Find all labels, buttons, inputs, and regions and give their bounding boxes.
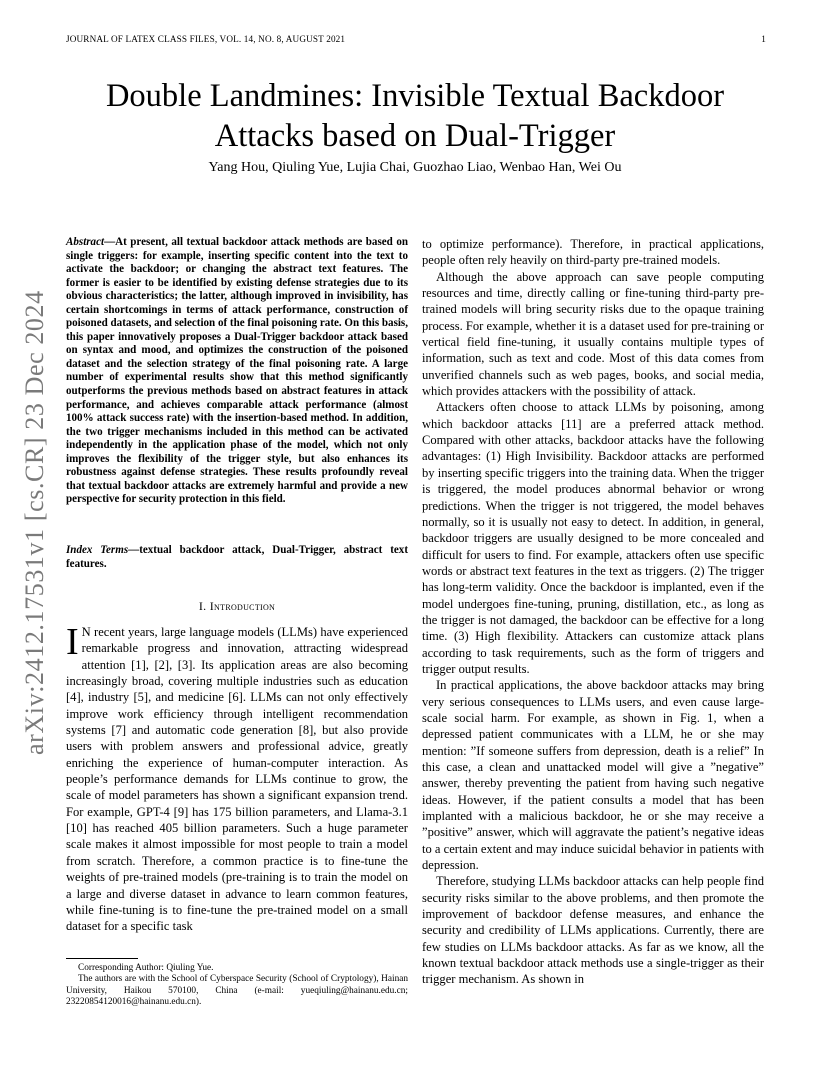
footnotes: [66, 963, 408, 1009]
footnote-divider: [66, 958, 138, 959]
journal-name: JOURNAL OF LATEX CLASS FILES, VOL. 14, NO. 8, AUGUST 2021: [66, 34, 346, 44]
paper-title: Double Landmines: Invisible Textual Backdoor Attacks based on Dual-Trigger: [105, 78, 725, 154]
intro-paragraph: N recent years, large language models (LLMs) have experienced remarkable progress and innovation, attracting widespread attention [1], [2], [3]. Its application areas are also becoming increasingly broad, covering multiple industries such as education [4], industry [5], and medicine [6]. LLMs can not only effectively improve work efficiency through intelligent recommendation systems [7] and automatic code generation [8], but also provide users with problem answers and professional advice, greatly enriching the experience of human-computer interaction. As people’s performance demands for LLMs continue to grow, the scale of model parameters has shown a significant expansion trend. For example, GPT-4 [9] has 175 billion parameters, and Llama-3.1 [10] has reached 405 billion parameters. Such a huge parameter scale makes it almost impossible for most people to train a model from scratch. Therefore, a common practice is to fine-tune the weights of pre-trained models (pre-training is to train the model on a large and diverse dataset in advance to learn common features, while fine-tuning is to fine-tune the pre-trained model on a small dataset for a specific task: [66, 625, 408, 934]
footnote: Corresponding Author: Qiuling Yue.: [78, 963, 214, 973]
footnote: The authors are with the School of Cyberspace Security (School of Cryptology), Hainan University, Haikou 570100, China (e-mail: yueqiuling@hainanu.edu.cn; 23220854120016@hainanu.edu.cn).: [66, 974, 408, 1008]
abstract-label: Abstract: [66, 236, 105, 248]
paragraph: to optimize performance). Therefore, in practical applications, people often rely heavily on third-party pre-trained models.: [422, 237, 764, 268]
paragraph: Attackers often choose to attack LLMs by poisoning, among which backdoor attacks [11] are a preferred attack method. Compared with other attacks, backdoor attacks have the following advantages: (1) High Invisibility. Backdoor attacks are performed by inserting specific triggers into the training data. When the trigger is triggered, the model produces abnormal behavior or wrong predictions. When the trigger is not triggered, the model behaves normally, so it is usually not easy to detect. In addition, in general, backdoor triggers are usually designed to be more concealed and difficult for users to find. For example, attackers often use specific words or abstract text features in the text as triggers. (2) The trigger has long-term validity. Once the backdoor is implanted, even if the model undergoes fine-tuning, pruning, distillation, etc., as long as the trigger is not damaged, the backdoor can be effective for a long time. (3) High flexibility. Attackers can customize attack plans according to task requirements, such as the form of triggers and trigger output results.: [422, 400, 764, 676]
right-column: [422, 236, 764, 988]
drop-cap: I: [66, 621, 79, 663]
index-terms-text: —textual backdoor attack, Dual-Trigger, abstract text features.: [66, 544, 409, 570]
paragraph: Therefore, studying LLMs backdoor attacks can help people find security risks similar to the above problems, and then promote the improvement of backdoor defense measures, and enhance the security and credibility of LLMs applications. Currently, there are few studies on LLMs backdoor attacks. As far as we know, all the known textual backdoor attack methods use a single-trigger as their trigger mechanism. As shown in: [422, 874, 764, 987]
abstract: [66, 236, 408, 507]
index-terms: [66, 544, 408, 571]
running-header: [66, 34, 766, 44]
section-heading: I. Introduction: [198, 599, 276, 613]
author-list: Yang Hou, Qiuling Yue, Lujia Chai, Guozhao Liao, Wenbao Han, Wei Ou: [208, 160, 622, 175]
introduction-text: [66, 621, 408, 935]
abstract-text: —At present, all textual backdoor attack methods are based on single triggers: for example, inserting specific content into the text to activate the backdoor; or changing the abstract text features. The former is easier to be identified by existing defense strategies due to its obvious characteristics; the latter, although improved in invisibility, has certain shortcomings in terms of attack performance, construction of poisoned datasets, and selection of the final poisoning rate. On this basis, this paper innovatively proposes a Dual-Trigger backdoor attack based on syntax and mood, and optimizes the construction of the poisoned dataset and the selection strategy of the final poisoning rate. A large number of experimental results show that this method significantly outperforms the previous methods based on abstract features in attack performance, and achieves comparable attack performance (almost 100% attack success rate) with the insertion-based method. In addition, the two trigger mechanisms included in this method can be activated independently in the application phase of the model, which not only improves the flexibility of the trigger style, but also enhances its robustness against defense strategies. These results profoundly reveal that textual backdoor attacks are extremely harmful and provide a new perspective for security protection in this field.: [66, 236, 408, 506]
paragraph: In practical applications, the above backdoor attacks may bring very serious consequences to LLMs users, and even cause large-scale social harm. For example, as shown in Fig. 1, when a depressed patient communicates with a LLM, he or she may mention: ”If someone suffers from depression, death is a relief” In this case, a clean and unattacked model will give a ”negative” answer, thereby preventing the patient from having such negative ideas. However, if the patient consults a model that has been implanted with a malicious backdoor, he or she may receive a ”positive” answer, which will aggravate the patient’s negative ideas to a certain extent and may induce suicidal behavior in patients with depression.: [422, 678, 764, 873]
paragraph: Although the above approach can save people computing resources and time, directly calling or fine-tuning third-party pre-trained models will bring security risks due to the opaque training process. For example, whether it is a dataset used for pre-training or vertical field fine-tuning, it usually contains multiple types of information, such as text and code. Most of this data comes from unverified channels such as web pages, books, and social media, which provides attackers with the possibility of attack.: [422, 269, 764, 399]
page-number: 1: [761, 34, 766, 44]
arxiv-stamp: arXiv:2412.17531v1 [cs.CR] 23 Dec 2024: [20, 290, 49, 755]
index-terms-label: Index Terms: [66, 544, 129, 556]
